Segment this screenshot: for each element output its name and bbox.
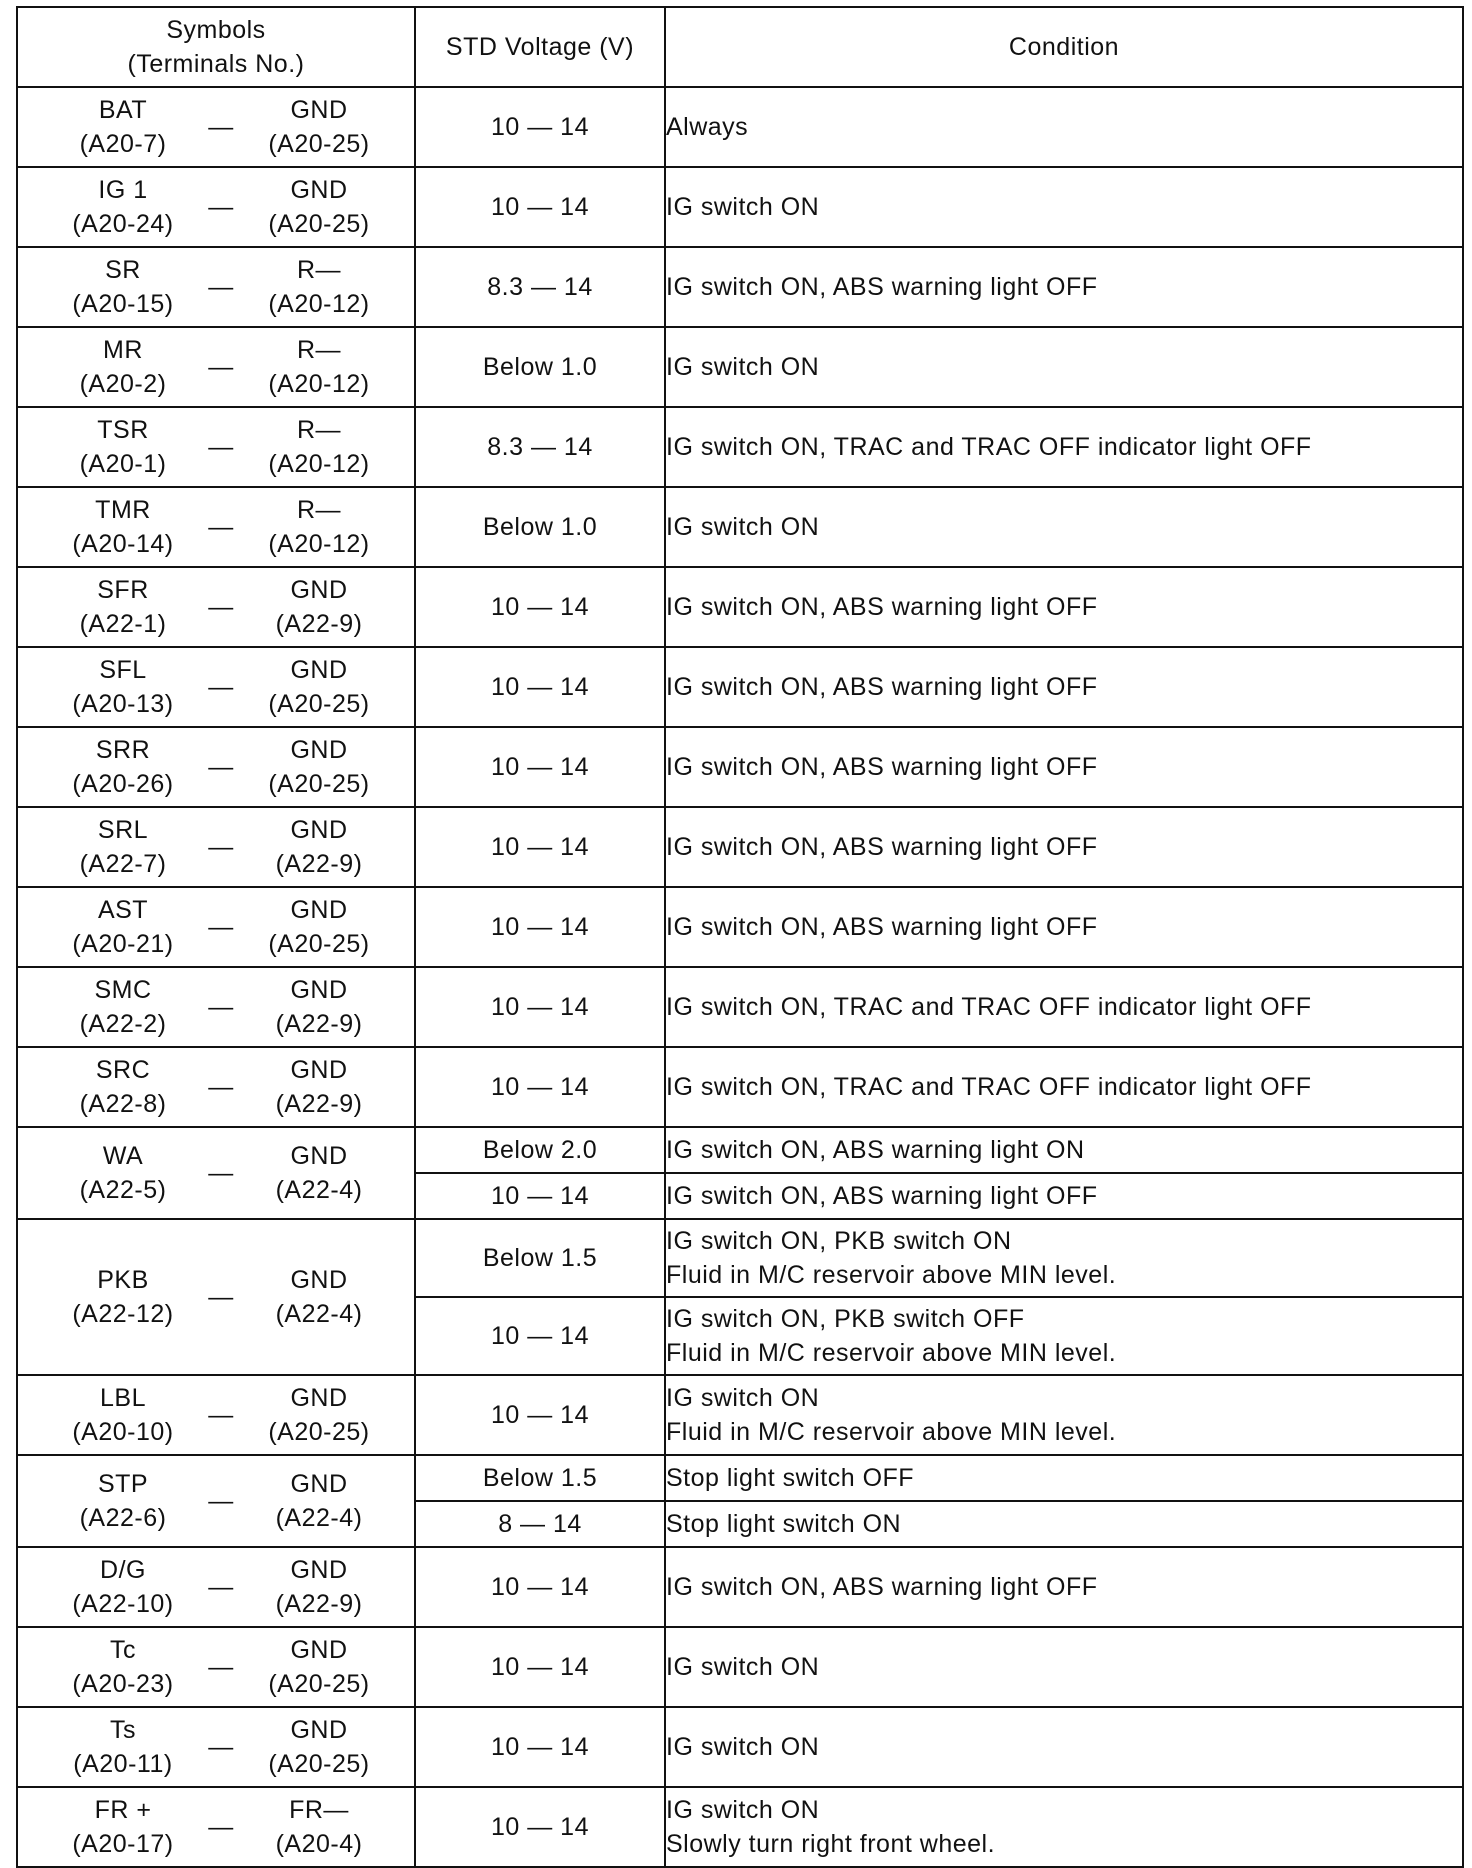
terminal-from-number: (A20-13)	[72, 690, 174, 718]
voltage-cell: 10 — 14	[415, 1627, 665, 1707]
terminal-to-number: (A22-9)	[275, 610, 363, 638]
header-condition: Condition	[665, 7, 1463, 87]
symbols-cell	[17, 1707, 415, 1787]
terminal-from-symbol: SRR	[95, 736, 151, 764]
symbols-cell	[17, 647, 415, 727]
condition-line: IG switch ON, ABS warning light OFF	[666, 673, 1098, 701]
condition-line: Fluid in M/C reservoir above MIN level.	[666, 1261, 1117, 1289]
symbol-pair	[18, 1713, 414, 1781]
symbol-pair	[18, 1467, 414, 1535]
terminal-from	[58, 253, 188, 321]
terminal-to-symbol: FR—	[289, 1796, 349, 1824]
condition-cell	[665, 887, 1463, 967]
voltage-cell: 8 — 14	[415, 1501, 665, 1547]
symbols-cell	[17, 1127, 415, 1219]
table-row	[17, 87, 1463, 167]
symbols-cell	[17, 1375, 415, 1455]
condition-line: IG switch ON, ABS warning light OFF	[666, 753, 1098, 781]
terminal-separator: —	[208, 433, 234, 461]
voltage-cell: 10 — 14	[415, 1547, 665, 1627]
symbol-pair	[18, 1553, 414, 1621]
condition-cell	[665, 407, 1463, 487]
terminal-separator: —	[208, 673, 234, 701]
terminal-to	[254, 653, 384, 721]
terminal-to-number: (A20-12)	[268, 290, 370, 318]
terminal-to-number: (A20-25)	[268, 130, 370, 158]
symbol-pair	[18, 1633, 414, 1701]
terminal-from-number: (A20-15)	[72, 290, 174, 318]
header-symbols-line2: (Terminals No.)	[127, 50, 305, 78]
terminal-to-symbol: GND	[290, 1716, 348, 1744]
voltage-cell: Below 1.0	[415, 327, 665, 407]
condition-line: IG switch ON, ABS warning light OFF	[666, 593, 1098, 621]
terminal-to-symbol: GND	[290, 1056, 348, 1084]
symbols-cell	[17, 1547, 415, 1627]
table-row	[17, 887, 1463, 967]
terminal-from	[58, 813, 188, 881]
header-symbols	[17, 7, 415, 87]
symbols-cell	[17, 727, 415, 807]
symbol-pair	[18, 1793, 414, 1861]
terminal-to	[254, 1713, 384, 1781]
terminal-from	[58, 173, 188, 241]
terminal-from-symbol: BAT	[98, 96, 148, 124]
terminal-to-number: (A20-12)	[268, 530, 370, 558]
symbol-pair	[18, 1381, 414, 1449]
header-row	[17, 7, 1463, 87]
condition-cell	[665, 87, 1463, 167]
terminal-to-symbol: GND	[290, 576, 348, 604]
terminal-to-symbol: GND	[290, 1636, 348, 1664]
condition-cell	[665, 1375, 1463, 1455]
terminal-from	[58, 1633, 188, 1701]
terminal-separator: —	[208, 1653, 234, 1681]
condition-cell	[665, 1127, 1463, 1173]
terminal-to-number: (A20-25)	[268, 690, 370, 718]
symbol-pair	[18, 413, 414, 481]
voltage-cell: Below 1.5	[415, 1219, 665, 1297]
voltage-cell: 10 — 14	[415, 1297, 665, 1375]
symbols-cell	[17, 407, 415, 487]
symbols-cell	[17, 1787, 415, 1867]
table-row	[17, 1455, 1463, 1501]
terminal-to-symbol: R—	[296, 416, 342, 444]
terminal-from-number: (A20-24)	[72, 210, 174, 238]
voltage-cell: 10 — 14	[415, 967, 665, 1047]
terminal-to-number: (A22-9)	[275, 1090, 363, 1118]
terminal-to-number: (A20-25)	[268, 770, 370, 798]
terminal-from-number: (A20-21)	[72, 930, 174, 958]
symbols-cell	[17, 887, 415, 967]
terminal-separator: —	[208, 273, 234, 301]
terminal-to-number: (A22-9)	[275, 1590, 363, 1618]
condition-line: IG switch ON	[666, 1796, 820, 1824]
condition-line: IG switch ON	[666, 353, 820, 381]
terminal-to	[254, 893, 384, 961]
condition-line: IG switch ON, ABS warning light OFF	[666, 913, 1098, 941]
table-row	[17, 1547, 1463, 1627]
symbols-cell	[17, 1047, 415, 1127]
condition-cell	[665, 1219, 1463, 1297]
table-row	[17, 567, 1463, 647]
condition-line: Stop light switch ON	[666, 1510, 902, 1538]
condition-cell	[665, 1627, 1463, 1707]
terminal-to-number: (A20-12)	[268, 450, 370, 478]
condition-line: IG switch ON, TRAC and TRAC OFF indicator light OFF	[666, 1073, 1312, 1101]
table-body	[17, 87, 1463, 1867]
condition-line: IG switch ON	[666, 193, 820, 221]
symbols-cell	[17, 247, 415, 327]
condition-line: IG switch ON, ABS warning light OFF	[666, 1182, 1098, 1210]
terminal-from-symbol: SRL	[97, 816, 149, 844]
terminal-to	[254, 1793, 384, 1861]
terminal-from	[58, 573, 188, 641]
terminal-to-symbol: GND	[290, 1142, 348, 1170]
terminal-from-symbol: PKB	[97, 1266, 149, 1294]
terminal-from-number: (A22-12)	[72, 1300, 174, 1328]
table-row	[17, 487, 1463, 567]
condition-line: IG switch ON	[666, 1653, 820, 1681]
terminal-from-number: (A22-6)	[79, 1504, 167, 1532]
symbol-pair	[18, 1053, 414, 1121]
terminal-to	[254, 253, 384, 321]
terminal-separator: —	[208, 1733, 234, 1761]
terminal-from	[58, 733, 188, 801]
terminal-to-symbol: R—	[296, 336, 342, 364]
symbols-cell	[17, 1219, 415, 1375]
condition-cell	[665, 807, 1463, 887]
terminal-from-symbol: SR	[105, 256, 141, 284]
condition-line: IG switch ON, ABS warning light ON	[666, 1136, 1085, 1164]
condition-cell	[665, 327, 1463, 407]
terminal-from	[58, 413, 188, 481]
condition-line: Fluid in M/C reservoir above MIN level.	[666, 1418, 1117, 1446]
symbols-cell	[17, 567, 415, 647]
condition-line: Slowly turn right front wheel.	[666, 1830, 996, 1858]
terminal-to	[254, 733, 384, 801]
terminal-from-symbol: SRC	[95, 1056, 151, 1084]
terminal-to-symbol: GND	[290, 1556, 348, 1584]
symbols-cell	[17, 487, 415, 567]
terminal-separator: —	[208, 1073, 234, 1101]
symbols-cell	[17, 167, 415, 247]
condition-line: IG switch ON	[666, 513, 820, 541]
condition-cell	[665, 1047, 1463, 1127]
terminal-to-symbol: GND	[290, 176, 348, 204]
symbols-cell	[17, 967, 415, 1047]
table-row	[17, 247, 1463, 327]
terminal-to-symbol: GND	[290, 816, 348, 844]
condition-cell	[665, 1547, 1463, 1627]
condition-line: IG switch ON, ABS warning light OFF	[666, 273, 1098, 301]
terminal-from	[58, 1139, 188, 1207]
terminal-to-symbol: GND	[290, 656, 348, 684]
terminal-from-number: (A20-2)	[79, 370, 167, 398]
condition-cell	[665, 1173, 1463, 1219]
condition-cell	[665, 967, 1463, 1047]
voltage-cell: 10 — 14	[415, 647, 665, 727]
terminal-from-symbol: WA	[102, 1142, 144, 1170]
terminal-from-number: (A22-5)	[79, 1176, 167, 1204]
voltage-cell: 8.3 — 14	[415, 407, 665, 487]
voltage-cell: 8.3 — 14	[415, 247, 665, 327]
terminal-to-symbol: GND	[290, 736, 348, 764]
terminal-to	[254, 493, 384, 561]
symbol-pair	[18, 1263, 414, 1331]
symbol-pair	[18, 893, 414, 961]
terminal-separator: —	[208, 1573, 234, 1601]
terminal-to-number: (A22-4)	[275, 1300, 363, 1328]
table-row	[17, 1375, 1463, 1455]
voltage-cell: 10 — 14	[415, 807, 665, 887]
terminal-to	[254, 173, 384, 241]
symbol-pair	[18, 813, 414, 881]
terminal-separator: —	[208, 593, 234, 621]
terminal-separator: —	[208, 193, 234, 221]
terminal-to	[254, 1633, 384, 1701]
terminal-from	[58, 1467, 188, 1535]
header-voltage: STD Voltage (V)	[415, 7, 665, 87]
terminal-from	[58, 93, 188, 161]
terminal-to	[254, 813, 384, 881]
condition-line: IG switch ON, ABS warning light OFF	[666, 833, 1098, 861]
terminal-from	[58, 1263, 188, 1331]
terminal-from-number: (A22-7)	[79, 850, 167, 878]
terminal-to	[254, 333, 384, 401]
voltage-cell: 10 — 14	[415, 87, 665, 167]
terminal-to-number: (A22-9)	[275, 850, 363, 878]
terminal-to	[254, 1467, 384, 1535]
symbol-pair	[18, 493, 414, 561]
condition-cell	[665, 167, 1463, 247]
terminal-from-number: (A20-26)	[72, 770, 174, 798]
condition-cell	[665, 727, 1463, 807]
terminal-to	[254, 1139, 384, 1207]
terminal-separator: —	[208, 1283, 234, 1311]
terminal-from-symbol: D/G	[100, 1556, 146, 1584]
symbols-cell	[17, 87, 415, 167]
terminal-from-number: (A20-14)	[72, 530, 174, 558]
condition-cell	[665, 647, 1463, 727]
terminal-to	[254, 413, 384, 481]
terminal-from	[58, 493, 188, 561]
terminal-to-number: (A20-25)	[268, 930, 370, 958]
terminal-separator: —	[208, 993, 234, 1021]
terminal-from-symbol: TSR	[97, 416, 149, 444]
terminal-from	[58, 973, 188, 1041]
condition-cell	[665, 1297, 1463, 1375]
terminal-from-number: (A22-2)	[79, 1010, 167, 1038]
terminal-separator: —	[208, 1813, 234, 1841]
terminal-from	[58, 1381, 188, 1449]
table-row	[17, 727, 1463, 807]
voltage-cell: 10 — 14	[415, 567, 665, 647]
table-row	[17, 967, 1463, 1047]
terminal-from-number: (A20-7)	[79, 130, 167, 158]
terminal-from-symbol: STP	[97, 1470, 149, 1498]
voltage-cell: 10 — 14	[415, 1707, 665, 1787]
terminal-from-symbol: MR	[103, 336, 143, 364]
condition-cell	[665, 1501, 1463, 1547]
voltage-cell: 10 — 14	[415, 1375, 665, 1455]
terminal-to	[254, 573, 384, 641]
terminal-from-symbol: AST	[97, 896, 149, 924]
condition-line: IG switch ON, PKB switch ON	[666, 1227, 1012, 1255]
voltage-cell: 10 — 14	[415, 1047, 665, 1127]
terminal-from	[58, 1553, 188, 1621]
terminal-separator: —	[208, 113, 234, 141]
symbol-pair	[18, 973, 414, 1041]
table-row	[17, 327, 1463, 407]
condition-line: IG switch ON, TRAC and TRAC OFF indicator light OFF	[666, 433, 1312, 461]
terminal-from-number: (A20-11)	[73, 1750, 173, 1778]
table-row	[17, 1627, 1463, 1707]
terminal-from	[58, 1793, 188, 1861]
header-symbols-line1: Symbols	[166, 16, 266, 44]
terminal-separator: —	[208, 913, 234, 941]
terminal-to	[254, 1553, 384, 1621]
terminal-from-symbol: TMR	[95, 496, 151, 524]
symbol-pair	[18, 93, 414, 161]
symbol-pair	[18, 253, 414, 321]
table-row	[17, 167, 1463, 247]
terminal-to-number: (A20-12)	[268, 370, 370, 398]
terminal-from-symbol: SFL	[99, 656, 147, 684]
terminal-to-symbol: GND	[290, 1266, 348, 1294]
terminal-to	[254, 93, 384, 161]
condition-line: IG switch ON	[666, 1733, 820, 1761]
condition-line: IG switch ON	[666, 1384, 820, 1412]
voltage-cell: 10 — 14	[415, 1787, 665, 1867]
symbol-pair	[18, 1139, 414, 1207]
terminal-from-number: (A22-10)	[72, 1590, 174, 1618]
table-row	[17, 1219, 1463, 1297]
terminal-from-symbol: LBL	[100, 1384, 146, 1412]
terminal-from	[58, 1713, 188, 1781]
terminal-separator: —	[208, 1401, 234, 1429]
terminal-from-symbol: SFR	[97, 576, 149, 604]
terminal-from	[58, 653, 188, 721]
terminal-to-number: (A20-4)	[275, 1830, 363, 1858]
terminal-to	[254, 1263, 384, 1331]
condition-line: IG switch ON, PKB switch OFF	[666, 1305, 1025, 1333]
terminal-separator: —	[208, 1159, 234, 1187]
terminal-to-symbol: GND	[290, 1384, 348, 1412]
voltage-cell: Below 1.5	[415, 1455, 665, 1501]
terminal-to-number: (A20-25)	[268, 1750, 370, 1778]
terminal-to-number: (A20-25)	[268, 1418, 370, 1446]
condition-cell	[665, 1787, 1463, 1867]
terminal-from-number: (A22-1)	[79, 610, 167, 638]
symbols-cell	[17, 807, 415, 887]
terminal-from-symbol: SMC	[94, 976, 152, 1004]
terminal-voltage-table	[16, 6, 1464, 1868]
symbols-cell	[17, 1627, 415, 1707]
symbol-pair	[18, 333, 414, 401]
terminal-to-symbol: GND	[290, 1470, 348, 1498]
condition-cell	[665, 1455, 1463, 1501]
terminal-from-number: (A22-8)	[79, 1090, 167, 1118]
symbol-pair	[18, 653, 414, 721]
terminal-to-symbol: GND	[290, 896, 348, 924]
terminal-to-number: (A22-4)	[275, 1176, 363, 1204]
terminal-from	[58, 333, 188, 401]
table-row	[17, 1787, 1463, 1867]
condition-line: Stop light switch OFF	[666, 1464, 915, 1492]
terminal-to	[254, 1053, 384, 1121]
condition-line: Always	[666, 113, 749, 141]
symbols-cell	[17, 327, 415, 407]
terminal-to-symbol: R—	[296, 256, 342, 284]
symbol-pair	[18, 573, 414, 641]
terminal-to-number: (A22-4)	[275, 1504, 363, 1532]
voltage-cell: Below 2.0	[415, 1127, 665, 1173]
terminal-separator: —	[208, 513, 234, 541]
table-row	[17, 1127, 1463, 1173]
table-row	[17, 647, 1463, 727]
condition-cell	[665, 487, 1463, 567]
condition-cell	[665, 1707, 1463, 1787]
terminal-to-number: (A20-25)	[268, 210, 370, 238]
terminal-from-symbol: Tc	[110, 1636, 136, 1664]
terminal-to-number: (A20-25)	[268, 1670, 370, 1698]
table-row	[17, 1047, 1463, 1127]
terminal-from	[58, 893, 188, 961]
terminal-from-symbol: Ts	[110, 1716, 136, 1744]
terminal-from-number: (A20-10)	[72, 1418, 174, 1446]
terminal-to	[254, 973, 384, 1041]
terminal-to-number: (A22-9)	[275, 1010, 363, 1038]
terminal-to-symbol: GND	[290, 96, 348, 124]
table-row	[17, 407, 1463, 487]
terminal-separator: —	[208, 1487, 234, 1515]
terminal-separator: —	[208, 833, 234, 861]
symbol-pair	[18, 173, 414, 241]
terminal-from-symbol: FR +	[94, 1796, 152, 1824]
terminal-from-number: (A20-23)	[72, 1670, 174, 1698]
voltage-cell: Below 1.0	[415, 487, 665, 567]
terminal-from	[58, 1053, 188, 1121]
terminal-from-number: (A20-17)	[72, 1830, 174, 1858]
voltage-cell: 10 — 14	[415, 167, 665, 247]
condition-cell	[665, 247, 1463, 327]
terminal-from-number: (A20-1)	[79, 450, 167, 478]
condition-line: IG switch ON, ABS warning light OFF	[666, 1573, 1098, 1601]
terminal-to-symbol: GND	[290, 976, 348, 1004]
symbol-pair	[18, 733, 414, 801]
voltage-cell: 10 — 14	[415, 887, 665, 967]
terminal-separator: —	[208, 353, 234, 381]
terminal-separator: —	[208, 753, 234, 781]
voltage-cell: 10 — 14	[415, 727, 665, 807]
symbols-cell	[17, 1455, 415, 1547]
table-row	[17, 807, 1463, 887]
condition-cell	[665, 567, 1463, 647]
terminal-to	[254, 1381, 384, 1449]
condition-line: Fluid in M/C reservoir above MIN level.	[666, 1339, 1117, 1367]
table-row	[17, 1707, 1463, 1787]
terminal-from-symbol: IG 1	[98, 176, 148, 204]
terminal-to-symbol: R—	[296, 496, 342, 524]
condition-line: IG switch ON, TRAC and TRAC OFF indicator light OFF	[666, 993, 1312, 1021]
voltage-cell: 10 — 14	[415, 1173, 665, 1219]
